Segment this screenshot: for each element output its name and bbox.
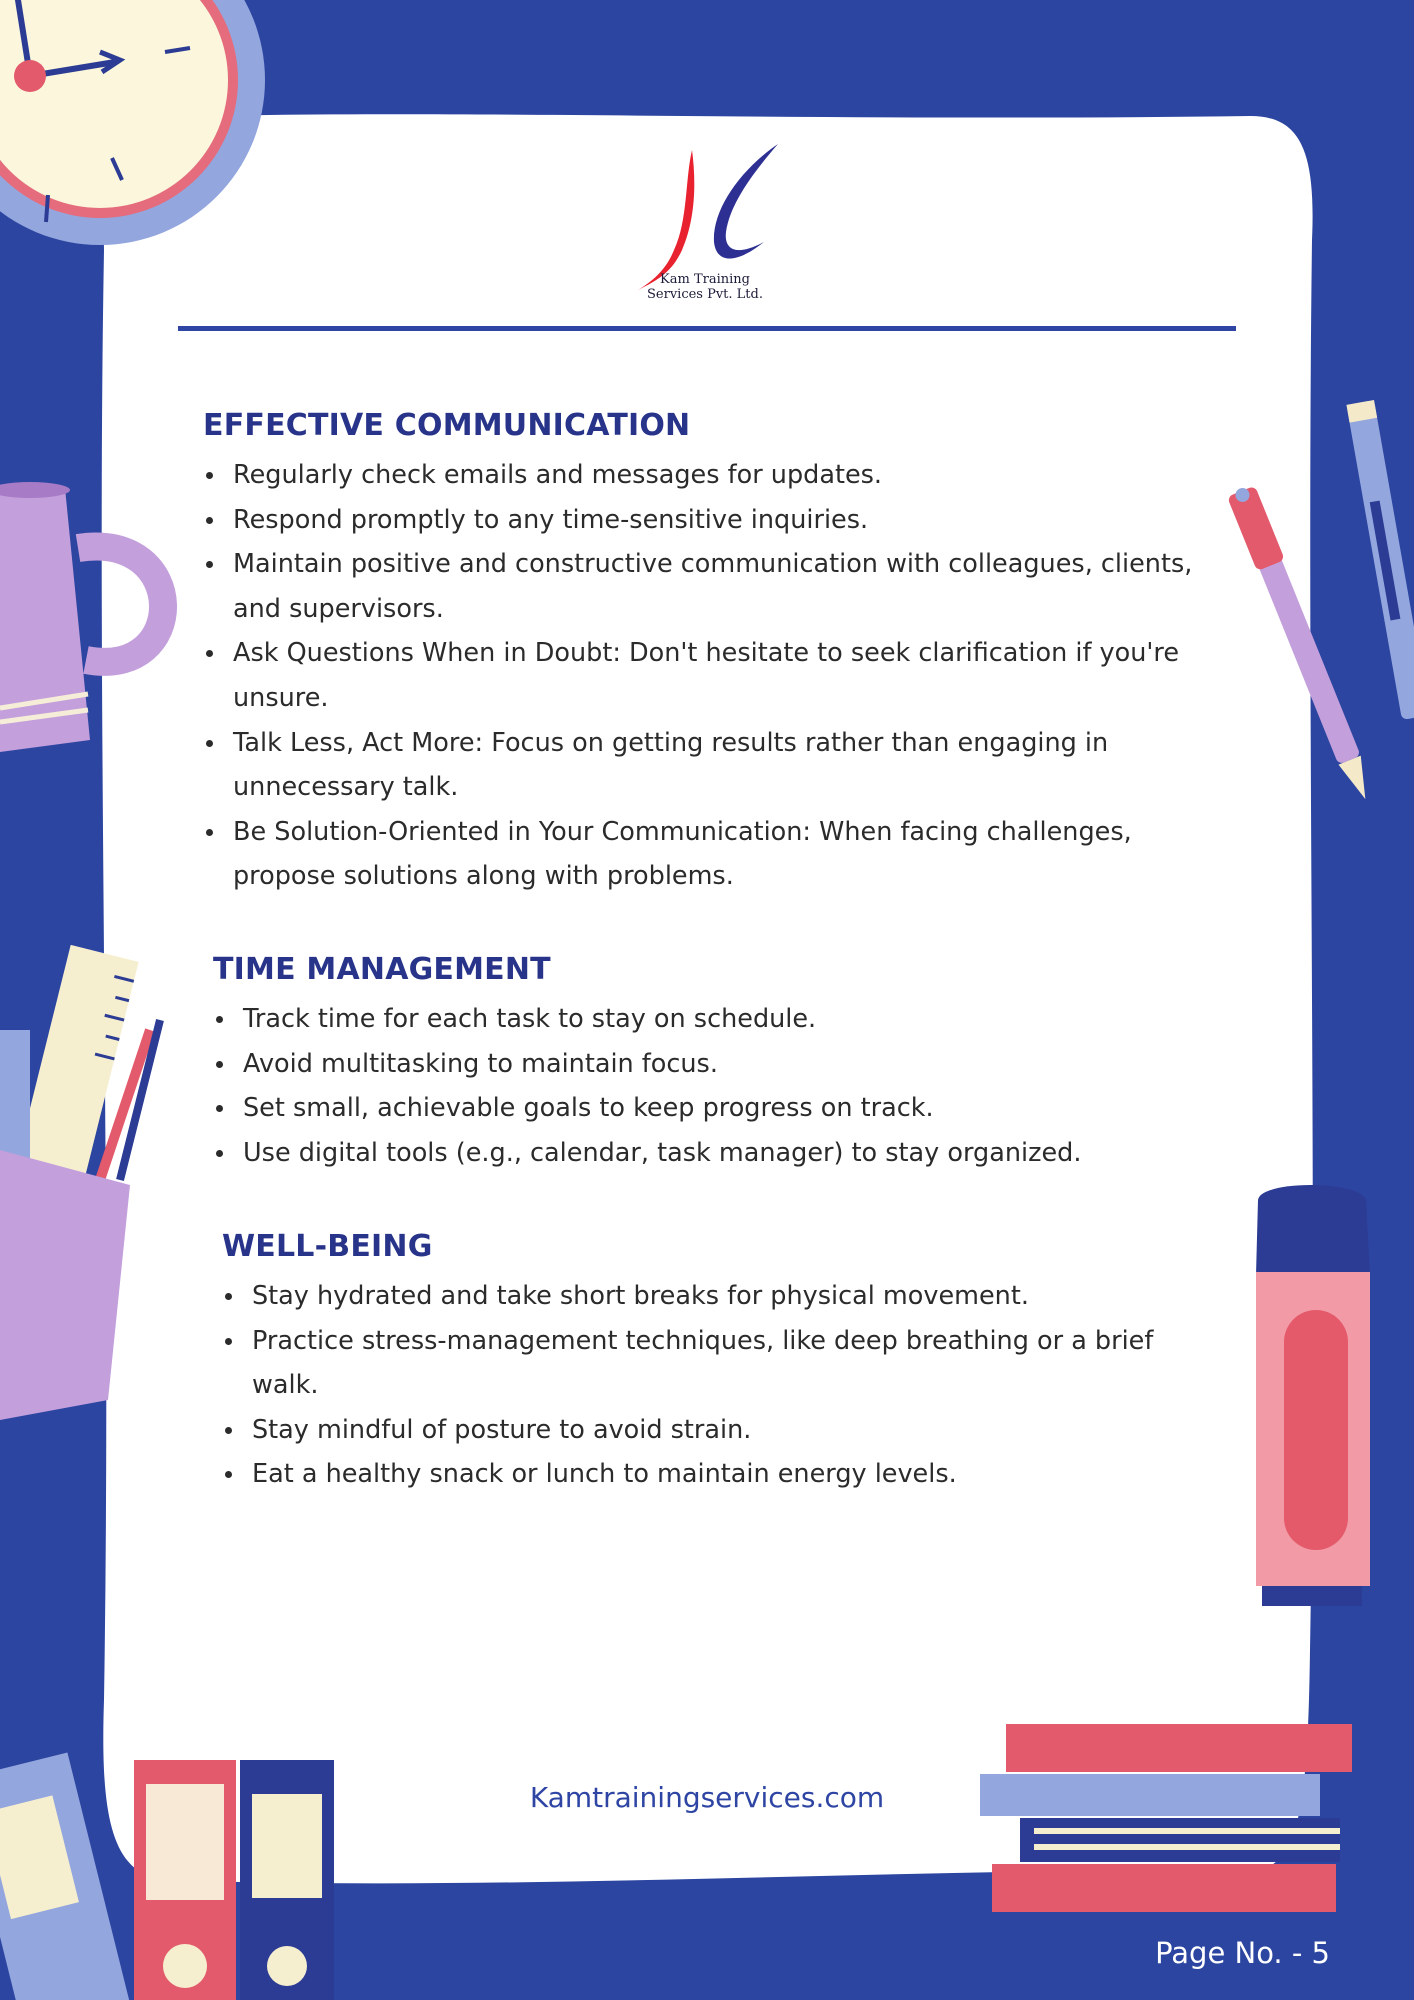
- logo-text-line2: Services Pvt. Ltd.: [647, 287, 763, 302]
- logo-blue-stroke: [714, 144, 778, 259]
- list-item: Stay hydrated and take short breaks for physical movement.: [252, 1274, 1212, 1319]
- section-heading: TIME MANAGEMENT: [213, 952, 551, 987]
- marker-illustration: [1256, 1185, 1370, 1606]
- binder-illustration: [0, 1752, 334, 2000]
- book-stack-illustration: [980, 1724, 1352, 1912]
- section-time-management: [213, 952, 1213, 1175]
- section-effective-communication: [203, 408, 1213, 899]
- list-item: Set small, achievable goals to keep progress on track.: [243, 1086, 1213, 1131]
- list-item: Respond promptly to any time-sensitive inquiries.: [233, 498, 1213, 543]
- website-link[interactable]: Kamtrainingservices.com: [529, 1781, 885, 1814]
- list-item: Regularly check emails and messages for updates.: [233, 453, 1213, 498]
- list-item: Talk Less, Act More: Focus on getting results rather than engaging in unnecessary talk.: [233, 721, 1213, 810]
- list-item: Ask Questions When in Doubt: Don't hesitate to seek clarification if you're unsure.: [233, 631, 1213, 720]
- list-item: Be Solution-Oriented in Your Communication: When facing challenges, propose solutions along with problems.: [233, 810, 1213, 899]
- section-well-being: [222, 1229, 1212, 1497]
- list-item: Maintain positive and constructive communication with colleagues, clients, and supervisors.: [233, 542, 1213, 631]
- section-heading: WELL-BEING: [222, 1229, 433, 1264]
- list-item: Track time for each task to stay on schedule.: [243, 997, 1213, 1042]
- list-item: Eat a healthy snack or lunch to maintain energy levels.: [252, 1452, 1212, 1497]
- list-item: Avoid multitasking to maintain focus.: [243, 1042, 1213, 1087]
- list-item: Stay mindful of posture to avoid strain.: [252, 1408, 1212, 1453]
- logo-red-stroke: [638, 150, 694, 290]
- page-number: Page No. - 5: [1155, 1936, 1330, 1970]
- bullet-list: [213, 997, 1213, 1175]
- section-heading: EFFECTIVE COMMUNICATION: [203, 408, 691, 443]
- list-item: Practice stress-management techniques, like deep breathing or a brief walk.: [252, 1319, 1212, 1408]
- logo-text-line1: Kam Training: [660, 272, 750, 287]
- header-divider: [178, 326, 1236, 331]
- bullet-list: [203, 453, 1213, 899]
- bullet-list: [222, 1274, 1212, 1497]
- list-item: Use digital tools (e.g., calendar, task manager) to stay organized.: [243, 1131, 1213, 1176]
